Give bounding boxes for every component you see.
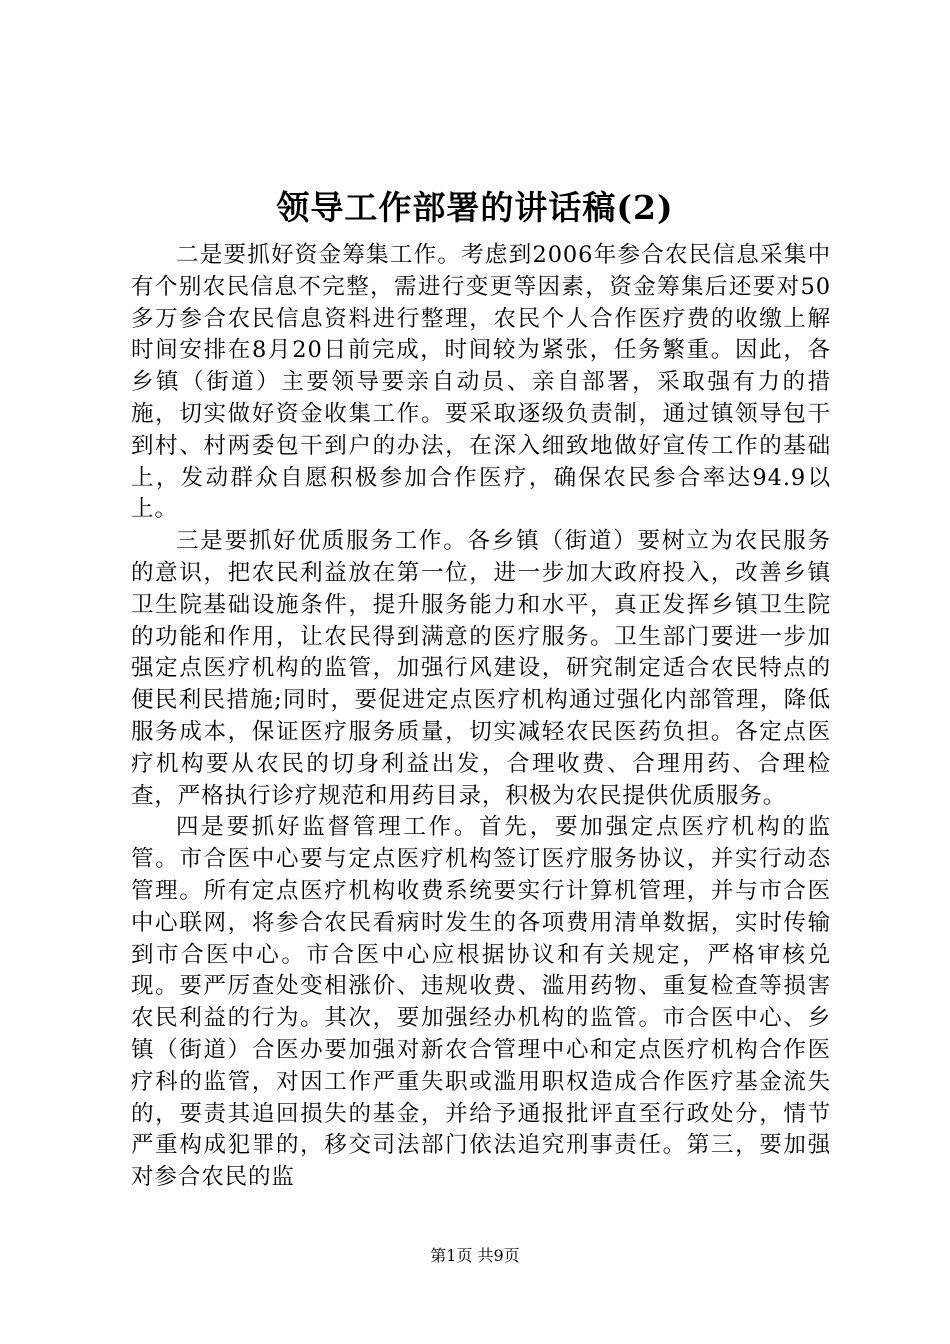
document-body [131, 240, 831, 1194]
paragraph-supervision: 四是要抓好监督管理工作。首先，要加强定点医疗机构的监管。市合医中心要与定点医疗机构签订医疗服务协议，并实行动态管理。所有定点医疗机构收费系统要实行计算机管理，并与市合医中心联网，将参合农民看病时发生的各项费用清单数据，实时传输到市合医中心。市合医中心应根据协议和有关规定，严格审核兑现。要严厉查处变相涨价、违规收费、滥用药物、重复检查等损害农民利益的行为。其次，要加强经办机构的监管。市合医中心、乡镇（街道）合医办要加强对新农合管理中心和定点医疗机构合作医疗科的监管，对因工作严重失职或滥用职权造成合作医疗基金流失的，要责其追回损失的基金，并给予通报批评直至行政处分，情节严重构成犯罪的，移交司法部门依法追究刑事责任。第三，要加强对参合农民的监 [131, 814, 831, 1191]
paragraph-funding: 二是要抓好资金筹集工作。考虑到2006年参合农民信息采集中有个别农民信息不完整，需进行变更等因素，资金筹集后还要对50多万参合农民信息资料进行整理，农民个人合作医疗费的收缴上解时间安排在8月20日前完成，时间较为紧张，任务繁重。因此，各乡镇（街道）主要领导要亲自动员、亲自部署，采取强有力的措施，切实做好资金收集工作。要采取逐级负责制，通过镇领导包干到村、村两委包干到户的办法，在深入细致地做好宣传工作的基础上，发动群众自愿积极参加合作医疗，确保农民参合率达94.9以上。 [131, 242, 831, 523]
paragraph-service: 三是要抓好优质服务工作。各乡镇（街道）要树立为农民服务的意识，把农民利益放在第一位，进一步加大政府投入，改善乡镇卫生院基础设施条件，提升服务能力和水平，真正发挥乡镇卫生院的功能和作用，让农民得到满意的医疗服务。卫生部门要进一步加强定点医疗机构的监管，加强行风建设，研究制定适合农民特点的便民利民措施;同时，要促进定点医疗机构通过强化内部管理，降低服务成本，保证医疗服务质量，切实减轻农民医药负担。各定点医疗机构要从农民的切身利益出发，合理收费、合理用药、合理检查，严格执行诊疗规范和用药目录，积极为农民提供优质服务。 [131, 528, 831, 809]
document-title: 领导工作部署的讲话稿(2) [276, 188, 674, 227]
page-number-footer: 第1页 共9页 [430, 1246, 520, 1265]
